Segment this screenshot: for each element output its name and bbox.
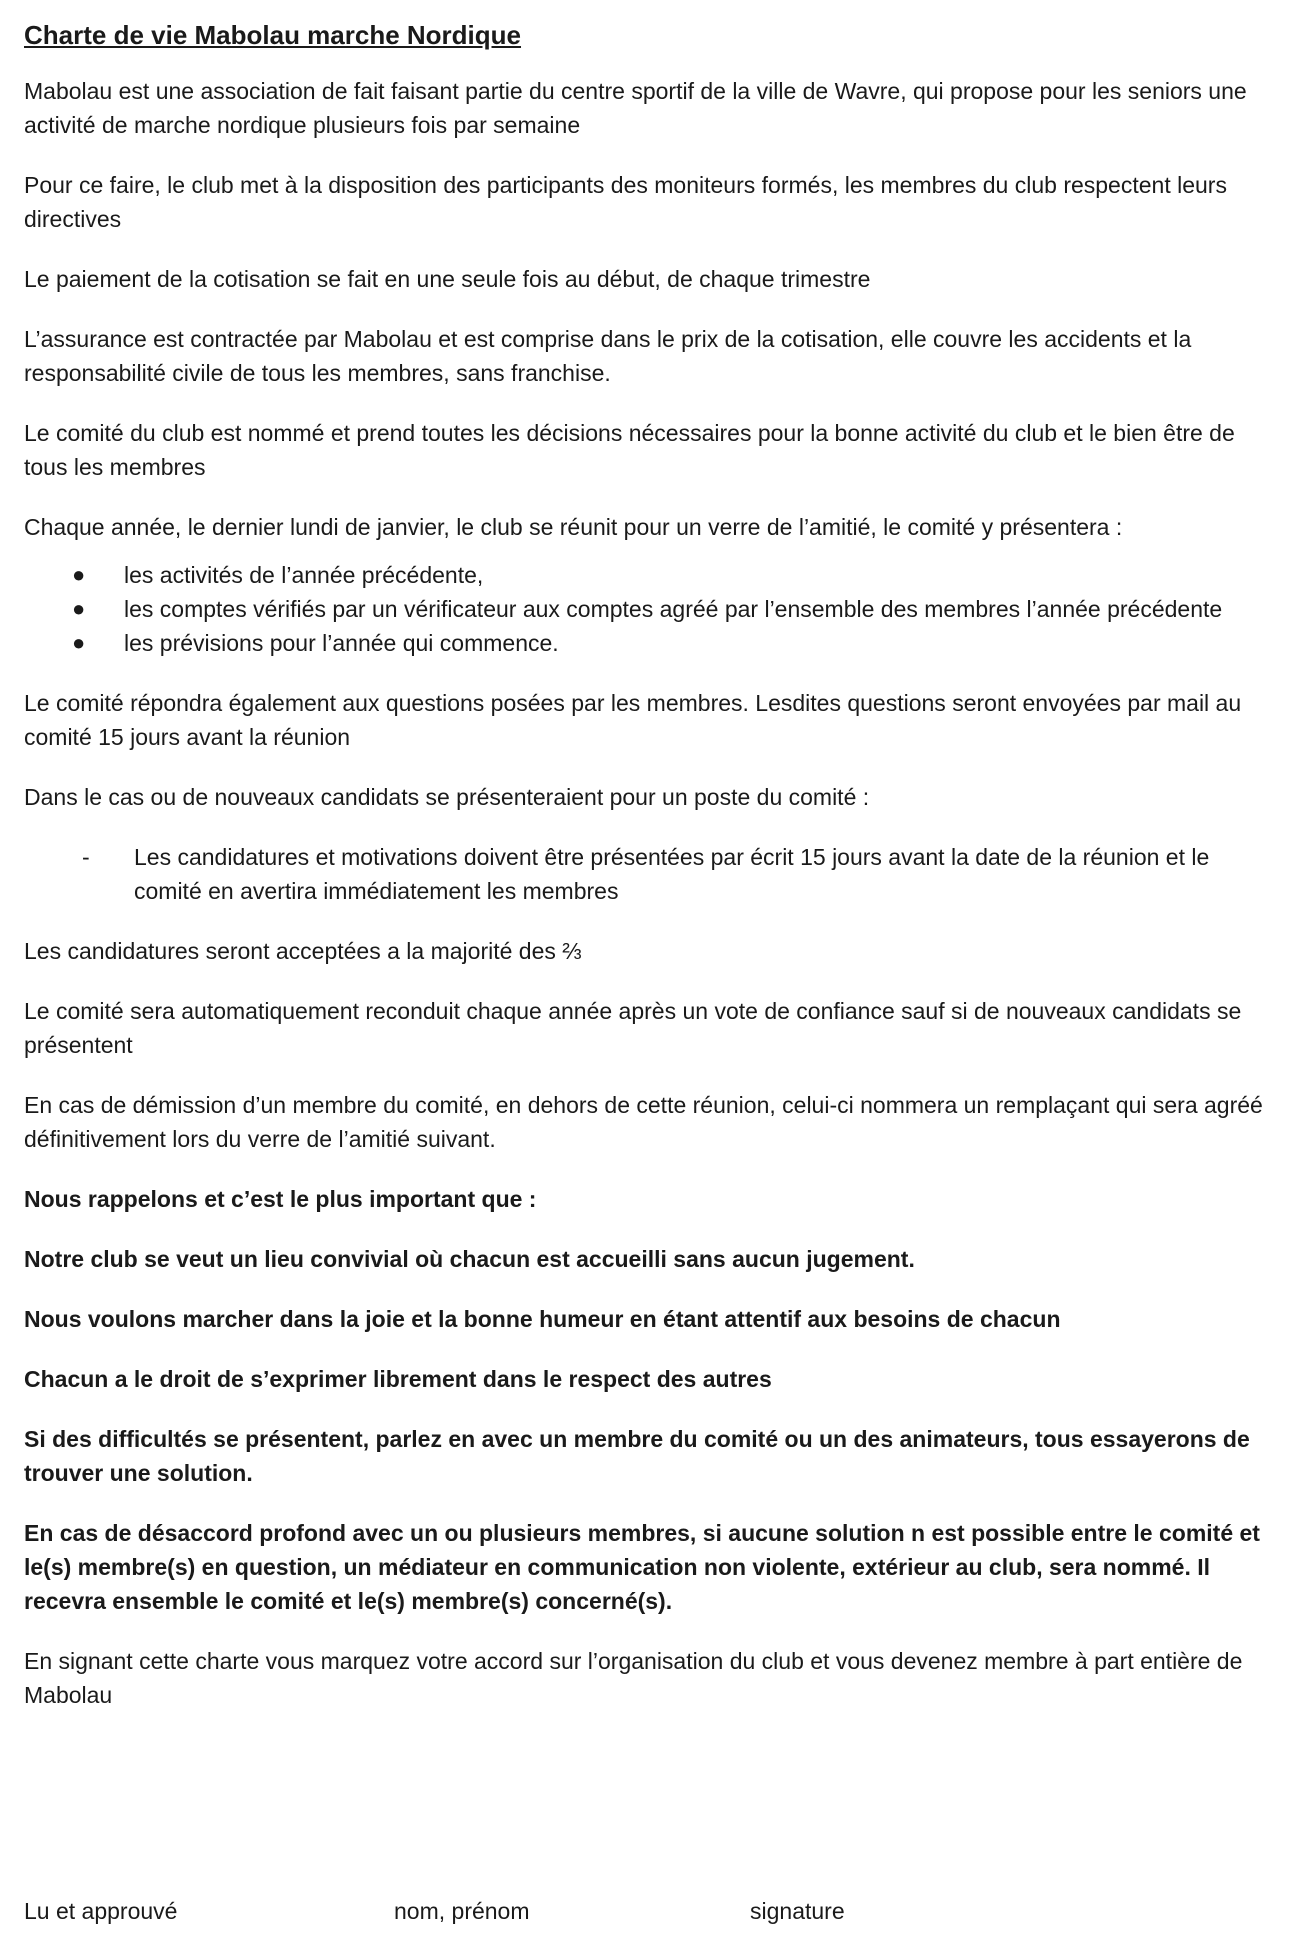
paragraph-closing: En signant cette charte vous marquez votre accord sur l’organisation du club et vous devenez membre à part entière de Mabolau <box>24 1648 1243 1708</box>
list-item: ● les prévisions pour l’année qui commence. <box>24 626 1272 660</box>
paragraph-questions: Le comité répondra également aux questions posées par les membres. Lesdites questions seront envoyées par mail au comité 15 jours avant la réunion <box>24 690 1242 750</box>
paragraph-candidats: Dans le cas ou de nouveaux candidats se présenteraient pour un poste du comité : <box>24 784 870 810</box>
name-label: nom, prénom <box>394 1898 530 1924</box>
dash-list <box>24 840 1272 908</box>
list-item: - Les candidatures et motivations doivent être présentées par écrit 15 jours avant la date de la réunion et le comité en avertira immédiatement les membres <box>24 840 1272 908</box>
paragraph-demission: En cas de démission d’un membre du comité, en dehors de cette réunion, celui-ci nommera un remplaçant qui sera agréé définitivement lors du verre de l’amitié suivant. <box>24 1092 1263 1152</box>
paragraph-cotisation: Le paiement de la cotisation se fait en une seule fois au début, de chaque trimestre <box>24 266 871 292</box>
paragraph-intro: Mabolau est une association de fait faisant partie du centre sportif de la ville de Wavre, qui propose pour les seniors une activité de marche nordique plusieurs fois par semaine <box>24 78 1247 138</box>
paragraph-comite: Le comité du club est nommé et prend toutes les décisions nécessaires pour la bonne activité du club et le bien être de tous les membres <box>24 420 1235 480</box>
bullet-icon: ● <box>72 596 86 621</box>
bold-paragraph-joie: Nous voulons marcher dans la joie et la bonne humeur en étant attentif aux besoins de chacun <box>24 1306 1061 1332</box>
bullet-list <box>24 558 1272 660</box>
paragraph-reconduction: Le comité sera automatiquement reconduit chaque année après un vote de confiance sauf si de nouveaux candidats se présentent <box>24 998 1242 1058</box>
bullet-icon: ● <box>72 562 86 587</box>
paragraph-assurance: L’assurance est contractée par Mabolau et est comprise dans le prix de la cotisation, elle couvre les accidents et la responsabilité civile de tous les membres, sans franchise. <box>24 326 1192 386</box>
bold-paragraph-expression: Chacun a le droit de s’exprimer librement dans le respect des autres <box>24 1366 772 1392</box>
list-item: ● les comptes vérifiés par un vérificateur aux comptes agréé par l’ensemble des membres l’année précédente <box>24 592 1272 626</box>
bold-paragraph-difficultes: Si des difficultés se présentent, parlez en avec un membre du comité ou un des animateurs, tous essayerons de trouver une solution. <box>24 1426 1250 1486</box>
paragraph-moniteurs: Pour ce faire, le club met à la disposition des participants des moniteurs formés, les membres du club respectent leurs directives <box>24 172 1227 232</box>
signature-label: signature <box>750 1898 845 1924</box>
paragraph-majorite: Les candidatures seront acceptées a la majorité des ⅔ <box>24 938 582 964</box>
bullet-icon: ● <box>72 630 86 655</box>
paragraph-reunion-annuelle: Chaque année, le dernier lundi de janvier, le club se réunit pour un verre de l’amitié, le comité y présentera : <box>24 514 1123 540</box>
document-title: Charte de vie Mabolau marche Nordique <box>24 20 522 50</box>
bold-paragraph-desaccord: En cas de désaccord profond avec un ou plusieurs membres, si aucune solution n est possible entre le comité et le(s) membre(s) en question, un médiateur en communication non violente, extérieur au club, sera nommé. Il recevra ensemble le comité et le(s) membre(s) concerné(s). <box>24 1520 1260 1614</box>
signature-row <box>24 1894 1264 1928</box>
list-item: ● les activités de l’année précédente, <box>24 558 1272 592</box>
dash-icon: - <box>82 844 90 870</box>
bold-paragraph-convivial: Notre club se veut un lieu convivial où chacun est accueilli sans aucun jugement. <box>24 1246 915 1272</box>
approved-label: Lu et approuvé <box>24 1898 178 1924</box>
bold-paragraph-rappel: Nous rappelons et c’est le plus important que : <box>24 1186 537 1212</box>
